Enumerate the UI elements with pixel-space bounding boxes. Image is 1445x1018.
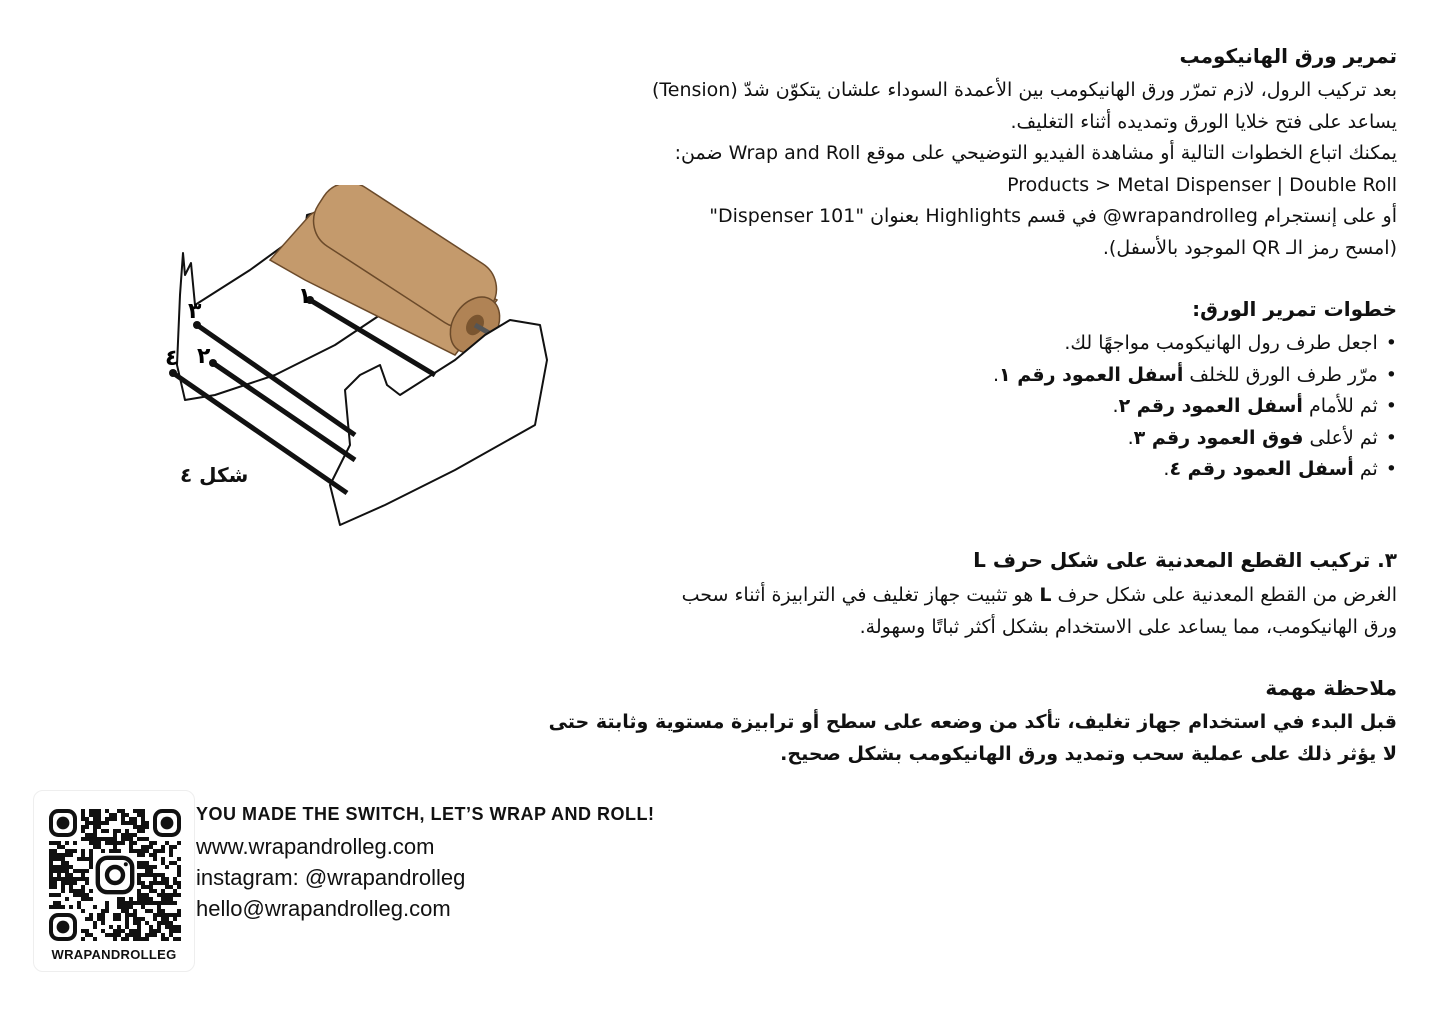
section-title-steps: خطوات تمرير الورق: — [1192, 297, 1397, 321]
body-line: الغرض من القطع المعدنية على شكل حرف L هو تثبيت جهاز تغليف في الترابيزة أثناء سحب — [681, 584, 1397, 606]
qr-finder-top-left — [51, 811, 75, 835]
website-link[interactable]: www.wrapandrolleg.com — [196, 834, 435, 859]
body-line: Products > Metal Dispenser | Double Roll — [1007, 173, 1397, 196]
section-title-l-brackets: ٣. تركيب القطع المعدنية على شكل حرف L — [973, 548, 1397, 572]
steps-list — [993, 328, 1397, 486]
rod-2 — [213, 363, 355, 460]
step-item: • مرّر طرف الورق للخلف أسفل العمود رقم ١. — [993, 360, 1397, 392]
figure-caption: شكل ٤ — [180, 463, 249, 487]
qr-label: WRAPANDROLLEG — [51, 947, 177, 962]
section-body-l-brackets — [682, 580, 1397, 643]
body-line: يمكنك اتباع الخطوات التالية أو مشاهدة الفيديو التوضيحي على موقع Wrap and Roll ضمن: — [674, 142, 1397, 164]
step-item: • ثم للأمام أسفل العمود رقم ٢. — [993, 391, 1397, 423]
body-line: قبل البدء في استخدام جهاز تغليف، تأكد من وضعه على سطح أو ترابيزة مستوية وثابتة حتى — [548, 711, 1397, 733]
instagram-icon — [93, 853, 137, 897]
qr-code[interactable] — [49, 809, 181, 941]
step-item: • ثم أسفل العمود رقم ٤. — [993, 454, 1397, 486]
rod-label-3: ٣ — [188, 299, 202, 324]
rod-label-1: ١ — [298, 284, 312, 309]
rod-label-4: ٤ — [165, 346, 179, 371]
body-line: ورق الهانيكومب، مما يساعد على الاستخدام بشكل أكثر ثباتًا وسهولة. — [859, 615, 1397, 638]
rod-label-2: ٢ — [197, 344, 211, 369]
section-title-important-note: ملاحظة مهمة — [1265, 676, 1397, 700]
body-line: (امسح رمز الـ QR الموجود بالأسفل). — [1102, 236, 1397, 259]
tagline: YOU MADE THE SWITCH, LET’S WRAP AND ROLL! — [196, 804, 655, 824]
section-body-important-note — [549, 707, 1397, 770]
body-line: يساعد على فتح خلايا الورق وتمديده أثناء التغليف. — [1010, 110, 1397, 133]
qr-card — [33, 790, 195, 972]
contact-info — [196, 804, 655, 924]
footer — [33, 790, 1233, 975]
qr-finder-bottom-left — [51, 915, 75, 939]
dispenser-front-frame — [330, 320, 547, 525]
section-title-paper-threading: تمرير ورق الهانيكومب — [1179, 44, 1397, 68]
body-line: بعد تركيب الرول، لازم تمرّر ورق الهانيكومب بين الأعمدة السوداء علشان يتكوّن شدّ (Tension) — [651, 79, 1397, 101]
step-item: • اجعل طرف رول الهانيكومب مواجهًا لك. — [993, 328, 1397, 360]
body-line: أو على إنستجرام wrapandrolleg@ في قسم Highlights بعنوان "Dispenser 101" — [709, 205, 1397, 227]
email-link[interactable]: hello@wrapandrolleg.com — [196, 896, 451, 921]
section-body-paper-threading — [652, 75, 1397, 264]
instagram-handle[interactable]: instagram: @wrapandrolleg — [196, 865, 466, 890]
body-line: لا يؤثر ذلك على عملية سحب وتمديد ورق الهانيكومب بشكل صحيح. — [780, 742, 1397, 765]
qr-finder-top-right — [155, 811, 179, 835]
step-item: • ثم لأعلى فوق العمود رقم ٣. — [993, 423, 1397, 455]
